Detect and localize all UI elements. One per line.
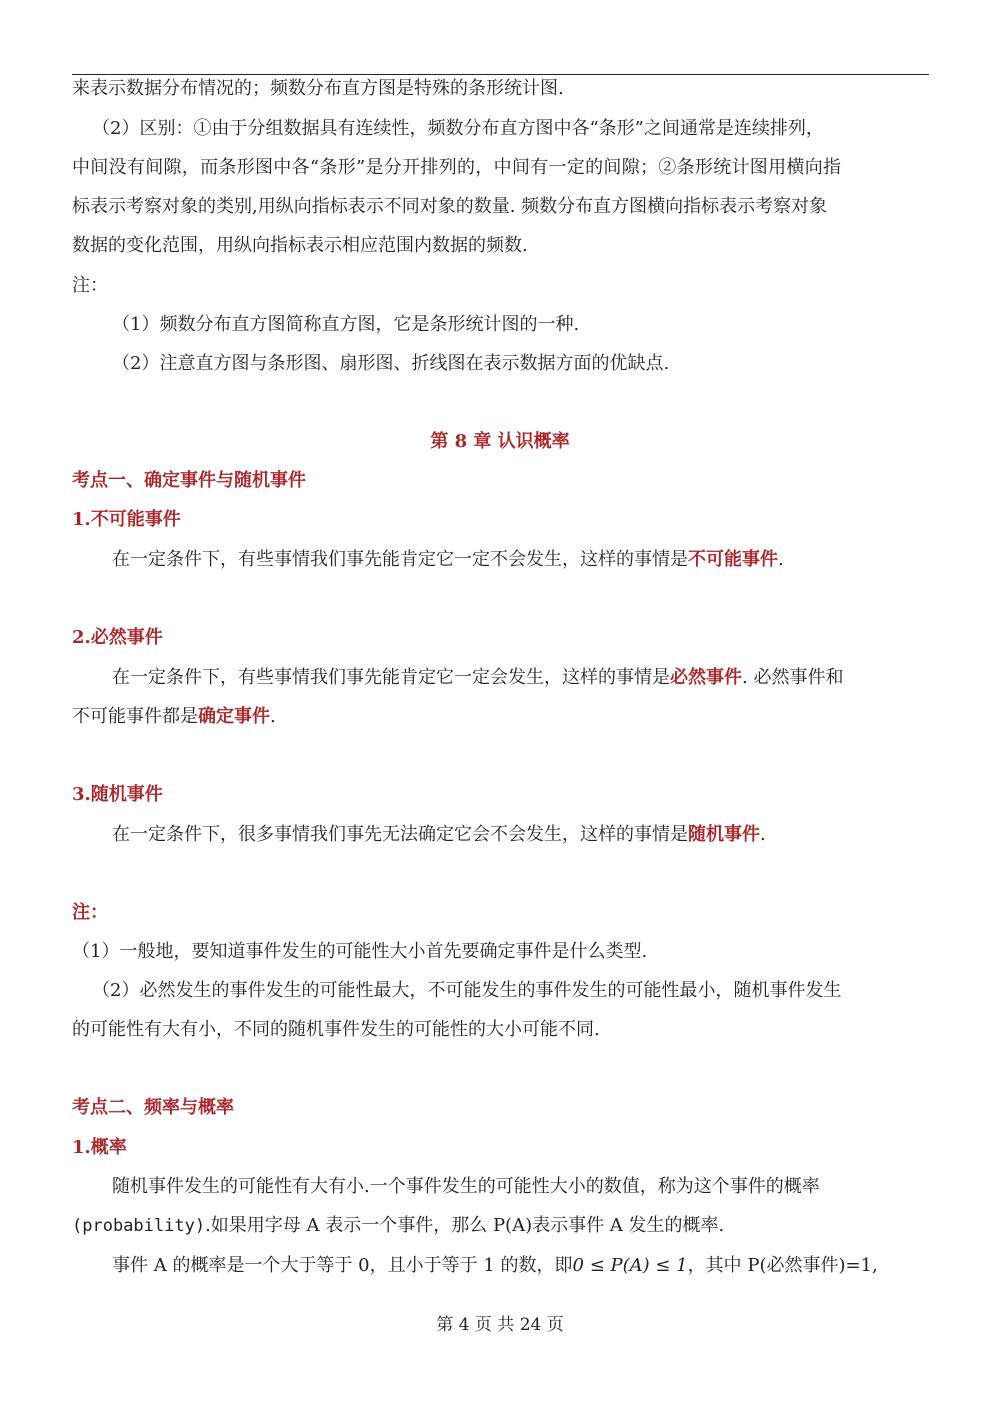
term: 必然事件 — [670, 667, 742, 688]
page-number: 第 4 页 共 24 页 — [436, 1315, 564, 1335]
note-label: 注： — [72, 902, 108, 923]
text: 事件 A 的概率是一个大于等于 0，且小于等于 1 的数，即 — [112, 1255, 573, 1276]
text: 在一定条件下，有些事情我们事先能肯定它一定不会发生，这样的事情是 — [112, 549, 688, 570]
text: . 必然事件和 — [742, 667, 844, 688]
text-line: 数据的变化范围，用纵向指标表示相应范围内数据的频数. — [72, 235, 528, 256]
text-line — [112, 1254, 878, 1278]
text-line — [112, 823, 766, 847]
text-line: 中间没有间隙，而条形图中各“条形”是分开排列的，中间有一定的间隙；②条形统计图用横向指 — [72, 157, 842, 178]
term: 随机事件 — [688, 824, 760, 845]
formula: 0 ≤ P(A) ≤ 1 — [572, 1255, 688, 1276]
text-line — [112, 666, 843, 690]
text-line: （2）区别：①由于分组数据具有连续性，频数分布直方图中各“条形”之间通常是连续排列， — [92, 118, 824, 139]
note-item: （2）注意直方图与条形图、扇形图、折线图在表示数据方面的优缺点. — [112, 353, 670, 374]
note-item: （1）频数分布直方图简称直方图，它是条形统计图的一种. — [112, 314, 580, 335]
text-line: 随机事件发生的可能性有大有小.一个事件发生的可能性大小的数值，称为这个事件的概率 — [112, 1176, 820, 1197]
term: 不可能事件 — [688, 549, 778, 570]
text-line — [72, 1214, 724, 1238]
note-label: 注： — [72, 275, 108, 296]
subheading: 1.概率 — [72, 1137, 127, 1158]
note-item: 的可能性有大有小，不同的随机事件发生的可能性的大小可能不同. — [72, 1019, 600, 1040]
note-item: （2）必然发生的事件发生的可能性最大，不可能发生的事件发生的可能性最小，随机事件发生 — [92, 980, 842, 1001]
text: 在一定条件下，有些事情我们事先能肯定它一定会发生，这样的事情是 — [112, 667, 670, 688]
chapter-title: 第 8 章 认识概率 — [430, 431, 570, 452]
section-heading: 考点一、确定事件与随机事件 — [72, 470, 306, 491]
subheading: 1.不可能事件 — [72, 509, 181, 530]
subheading: 2.必然事件 — [72, 627, 163, 648]
text-line: 标表示考察对象的类别,用纵向指标表示不同对象的数量. 频数分布直方图横向指标表示考察对象 — [72, 196, 828, 217]
header-rule — [72, 74, 929, 75]
section-heading: 考点二、频率与概率 — [72, 1097, 234, 1118]
note-item: （1）一般地，要知道事件发生的可能性大小首先要确定事件是什么类型. — [72, 941, 648, 962]
text-line: 来表示数据分布情况的；频数分布直方图是特殊的条形统计图. — [72, 78, 564, 99]
text: . — [270, 706, 276, 727]
text: . — [760, 824, 766, 845]
term: 确定事件 — [198, 706, 270, 727]
text-line — [72, 705, 276, 729]
text: 不可能事件都是 — [72, 706, 198, 727]
text: .如果用字母 A 表示一个事件，那么 P(A)表示事件 A 发生的概率. — [205, 1215, 725, 1236]
text: 在一定条件下，很多事情我们事先无法确定它会不会发生，这样的事情是 — [112, 824, 688, 845]
text-line — [112, 548, 784, 572]
text: . — [778, 549, 784, 570]
text: ，其中 P(必然事件)=1, — [687, 1255, 878, 1276]
subheading: 3.随机事件 — [72, 784, 163, 805]
text: (probability) — [72, 1216, 206, 1236]
